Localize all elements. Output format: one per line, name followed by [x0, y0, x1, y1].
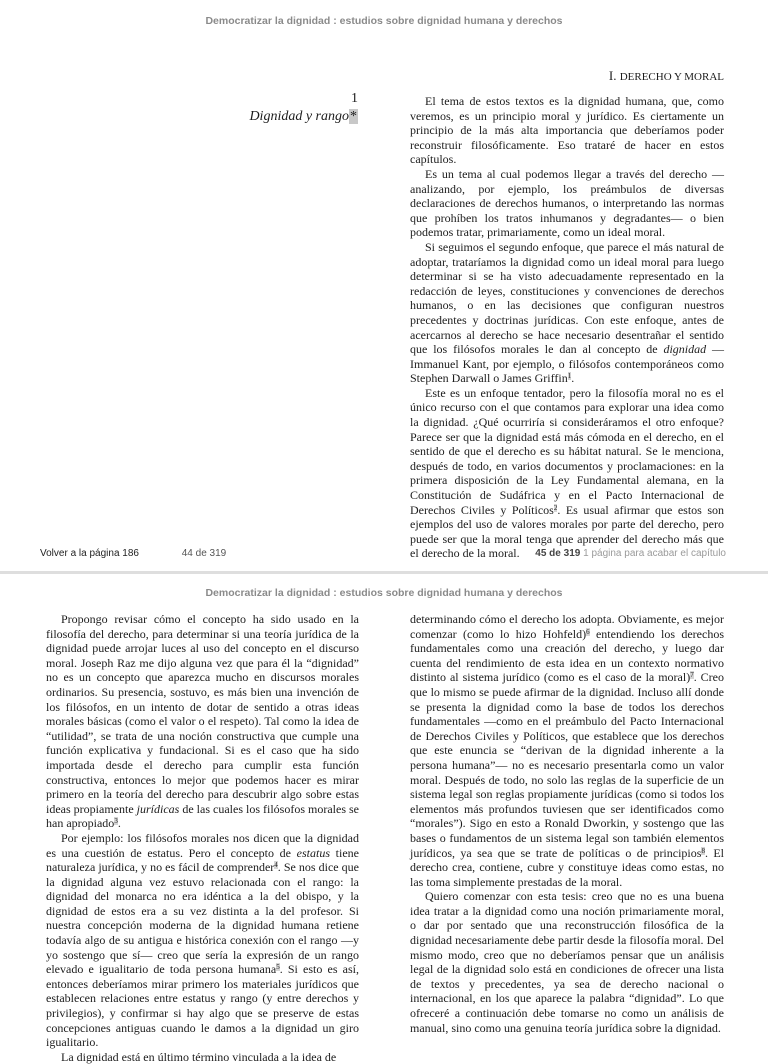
paragraph — [410, 386, 724, 561]
chapter-title-text: Dignidad y rango — [249, 109, 349, 124]
paragraph — [410, 889, 724, 1035]
text-run: . Es usual afirmar que estos son ejemplos del uso de valores morales por parte del derecho, pero puede ser que la moral tenga que aprender del derecho más que el derecho de la moral. — [410, 502, 724, 561]
text-run: entendiendo los derechos fundamentales como una creación del derecho, y luego dar cuenta del rendimiento de esta idea en un contexto normativo distinto al sistema jurídico (como es el caso de la moral) — [410, 626, 725, 685]
text-run: . Si esto es así, entonces deberíamos mirar primero los materiales jurídicos que establecen relaciones entre estatus y rango (y entre derechos y privilegios), y confirmar si hay algo que se preserve de estas concepciones antiguas cuando le damos a la dignidad un giro igualitario. — [46, 962, 359, 1050]
page-46-47 — [0, 574, 768, 1064]
text-run: El tema de estos textos es la dignidad humana, que, como veremos, es un principio moral y jurídico. Es ciertamente un principio de la más alta importancia que deberíamos poder reconstruir filosóficamente. Eso trataré de hacer en estos capítulos. — [410, 94, 724, 167]
text-run: Si seguimos el segundo enfoque, que parece el más natural de adoptar, trataríamos la dignidad como un ideal moral para luego determinar si se ha visto adecuadamente representado en la redacción de leyes, constituciones y convenciones de derechos humanos, o en las decisiones que configuran nuestros precedentes y doctrinas jurídicas. Con este enfoque, antes de acercarnos al derecho se hace necesario desentrañar el sentido que los filósofos morales le dan al concepto de — [410, 239, 724, 357]
page-position-right: 45 de 319 — [535, 548, 581, 559]
footnote-reference[interactable]: 3 — [114, 817, 118, 826]
text-run: de las cuales los filósofos morales se han apropiado — [46, 801, 360, 831]
italic-term: jurídicas — [136, 801, 180, 816]
running-header: Democratizar la dignidad : estudios sobre dignidad humana y derechos — [205, 15, 563, 27]
body-text-column-right — [410, 612, 724, 1035]
text-run: La dignidad está en último término vinculada a la idea de — [61, 1049, 337, 1064]
text-run: . — [571, 371, 575, 386]
paragraph — [410, 240, 724, 386]
text-run: Este es un enfoque tentador, pero la filosofía moral no es el único recurso con el que contamos para explorar una idea como la dignidad. ¿Qué ocurriría si consideráramos el otro enfoque? Parece ser que la dignidad está más cómoda en el derecho, en el sentido de que el derecho es su hábitat natural. Se le menciona, después de todo, en varios documentos y proclamaciones: en la primera disposición de la Ley Fundamental alemana, en la Constitución de Sudáfrica y en el Pacto Internacional de Derechos Civiles y Políticos — [410, 385, 724, 517]
text-run: . El derecho crea, contiene, cubre y constituye ideas como estas, no las toma simplemente prestadas de la moral. — [410, 845, 724, 889]
text-run: determinando cómo el derecho los adopta. Obviamente, es mejor comenzar (como lo hizo Hohfeld) — [410, 612, 724, 641]
running-header: Democratizar la dignidad : estudios sobre dignidad humana y derechos — [205, 587, 563, 599]
text-run: Quiero comenzar con esta tesis: creo que no es una buena idea tratar a la dignidad como una noción primariamente moral, o dar por sentado que una reconstrucción filosófica de la dignidad necesariamente debe partir desde la filosofía moral. Del mismo modo, creo que no deberíamos pensar que un análisis legal de la dignidad solo está en condiciones de ofrecer una lista de textos y precedentes, ya sea de derecho nacional o internacional, en los que aparece la palabra “dignidad”. Lo que ofreceré a continuación debe tomarse no como un análisis de manual, sino como una genuina teoría jurídica sobre la dignidad. — [410, 889, 724, 1035]
footer-right — [535, 548, 726, 559]
paragraph — [410, 167, 724, 240]
paragraph — [46, 612, 359, 831]
back-to-page-link[interactable]: Volver a la página 186 — [40, 548, 139, 559]
section-number: I. — [608, 68, 617, 83]
text-run: tiene naturaleza jurídica, y no es fácil de comprender — [46, 845, 359, 875]
footer-left — [40, 548, 226, 559]
footnote-reference[interactable]: 4 — [274, 861, 278, 870]
section-title: DERECHO Y MORAL — [619, 71, 724, 83]
footnote-reference[interactable]: 1 — [567, 372, 572, 381]
body-text-column — [410, 94, 724, 561]
text-run: Por ejemplo: los filósofos morales nos dicen que la dignidad es una cuestión de estatus. Pero el concepto de — [46, 830, 359, 860]
paragraph — [46, 831, 359, 1050]
section-heading — [609, 68, 724, 84]
body-text-column-left — [46, 612, 359, 1064]
text-run: Propongo revisar cómo el concepto ha sido usado en la filosofía del derecho, para determinar si una teoría jurídica de la dignidad puede arrojar luces al uso del concepto en el discurso moral. Joseph Raz me dijo alguna vez que para él la “dignidad” no es un concepto que aparezca mucho en discursos morales ordinarios. Su presencia, sostuvo, es más bien una invención de los filósofos, en un intento de dotar de sentido a otras ideas morales básicas (como el valor o el respeto). Tal como la idea de “utilidad”, se trata de una noción constructiva que cumple una función explicativa y fundacional. Si es el caso que ha sido importada desde el derecho para cumplir esta función constructiva, entonces lo mejor que podemos hacer es mirar primero en la teoría del derecho para descubrir algo sobre estas ideas propiamente — [46, 612, 359, 816]
chapter-title — [232, 109, 358, 125]
text-run: Es un tema al cual podemos llegar a través del derecho —analizando, por ejemplo, los preámbulos de diversas declaraciones de derechos humanos, o interpretando las normas que prohíben los tratos inhumanos y degradantes— o bien podemos tratar, primariamente, como un ideal moral. — [410, 166, 724, 240]
italic-term: estatus — [296, 845, 330, 860]
text-run: . — [117, 816, 121, 831]
footnote-reference[interactable]: 5 — [276, 963, 280, 972]
paragraph — [46, 1050, 359, 1064]
pages-remaining: 1 página para acabar el capítulo — [583, 548, 726, 559]
footnote-reference[interactable]: 6 — [586, 627, 590, 636]
footnote-mark-star[interactable]: * — [350, 109, 357, 124]
italic-term: dignidad — [663, 342, 707, 357]
footnote-reference[interactable]: 2 — [553, 503, 558, 512]
paragraph — [410, 612, 724, 889]
text-run: . Creo que lo mismo se puede afirmar de la dignidad. Incluso allí donde se presenta la dignidad como la base de todos los derechos fundamentales —como en el preámbulo del Pacto Internacional de Derechos Civiles y Políticos, que establece que los derechos que este enuncia se “derivan de la dignidad inherente a la persona humana”— no es necesario presentarla como un valor moral. Después de todo, no solo las reglas de la superficie de un sistema legal son reglas propiamente jurídicas (como si todos los elementos más profundos tuviesen que ser identificados como “morales”). Sigo en esto a Ronald Dworkin, y sostengo que las bases o fundamentos de un sistema legal son también elementos jurídicos, ya sea que se trate de políticas o de principios — [410, 670, 725, 860]
text-run: . Se nos dice que la dignidad alguna vez estuvo relacionada con el rango: la dignidad del monarca no era idéntica a la del obispo, y la dignidad de estos era a su vez distinta a la del profesor. Si nuestra concepción moderna de la dignidad humana retiene todavía algo de su antigua e histórica conexión con el rango —y yo sostengo que sí— creo que sería la expresión de un rango elevado e igualitario de toda persona humana — [46, 860, 360, 977]
paragraph — [410, 94, 724, 167]
page-position-left: 44 de 319 — [181, 548, 227, 559]
footnote-reference[interactable]: 8 — [701, 846, 705, 855]
text-run: —Immanuel Kant, por ejemplo, o filósofos contemporáneos como Stephen Darwall o James Griffin — [410, 342, 724, 386]
footnote-reference[interactable]: 7 — [690, 671, 694, 680]
chapter-number: 1 — [351, 91, 358, 106]
